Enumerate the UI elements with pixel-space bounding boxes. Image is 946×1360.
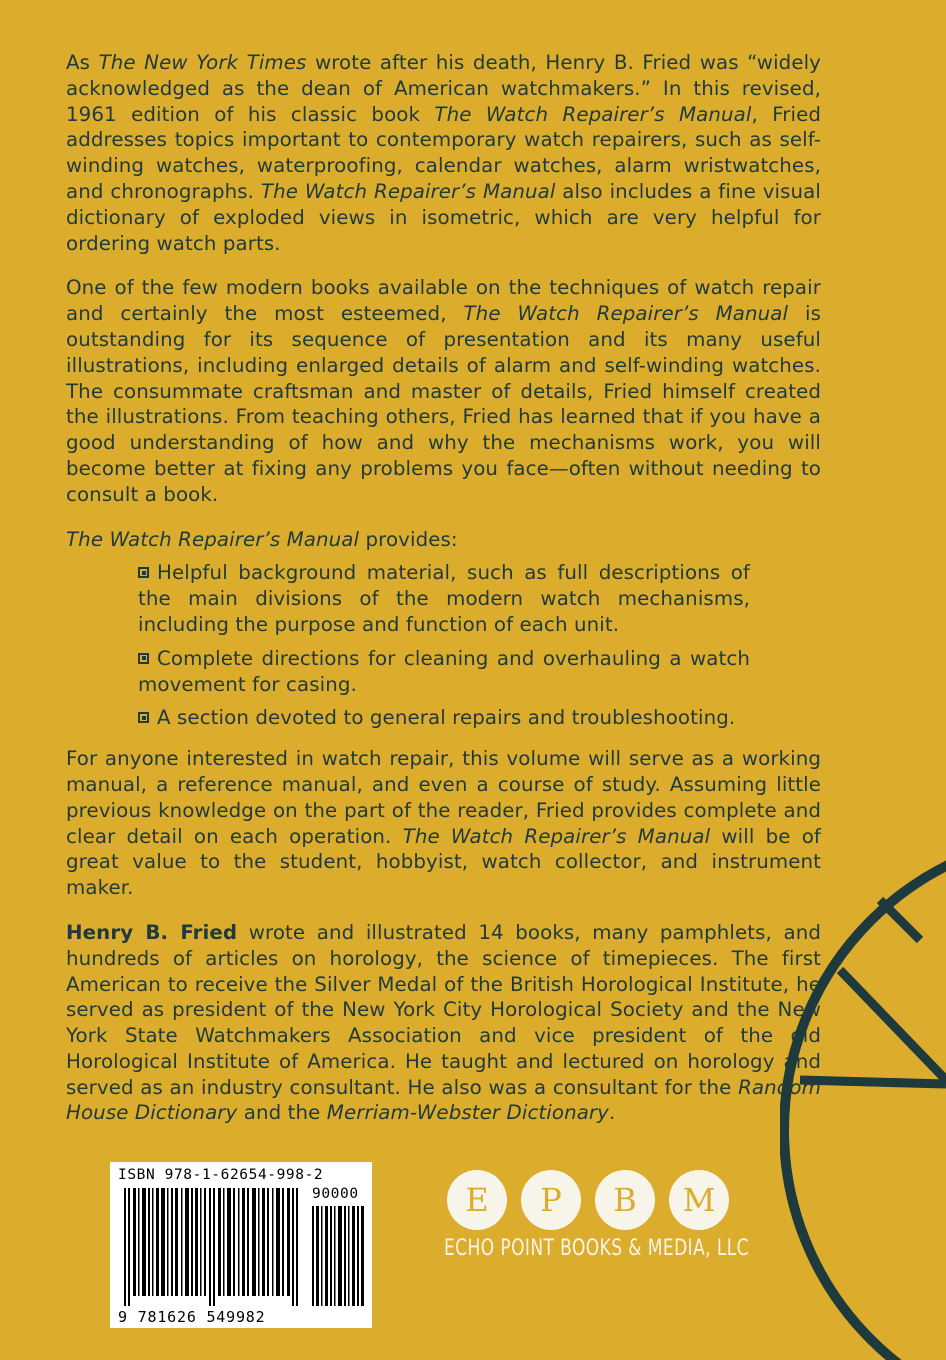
isbn-label: ISBN 978-1-62654-998-2 bbox=[118, 1167, 324, 1183]
publisher-name: ECHO POINT BOOKS & MEDIA, LLC bbox=[444, 1236, 749, 1261]
feature-list bbox=[66, 560, 750, 731]
provides-heading: The Watch Repairer’s Manual provides: bbox=[66, 527, 458, 551]
author-name: Henry B. Fried bbox=[66, 920, 238, 944]
barcode-bars bbox=[124, 1188, 300, 1306]
price-code: 90000 bbox=[312, 1186, 359, 1202]
description-paragraph: One of the few modern books available on the techniques of watch repair and certainly the most esteemed, The Watch Repairer’s Manual is outstanding for its sequence of presentation and its many useful illustrations, including enlarged details of alarm and self-winding watches. The consummate craftsman and master of details, Fried himself created the illustrations. From teaching others, Fried has learned that if you have a good understanding of how and why the mechanisms work, you will become better at fixing any problems you face—often without needing to consult a book. bbox=[66, 276, 822, 506]
square-bullet-icon bbox=[138, 567, 149, 578]
price-code-bars bbox=[312, 1206, 366, 1306]
list-item: Complete directions for cleaning and overhauling a watch movement for casing. bbox=[138, 646, 750, 696]
logo-letter: M bbox=[669, 1170, 729, 1230]
author-bio: Henry B. Fried wrote and illustrated 14 books, many pamphlets, and hundreds of articles on horology, the science of timepieces. The first American to receive the Silver Medal of the British Horological Institute, he served as president of the New York City Horological Society and the New York State Watchmakers Association and vice president of the old Horological Institute of America. He taught and lectured on horology and served as an industry consultant. He also was a consultant for the Random House Dictionary and the Merriam-Webster Dictionary. bbox=[66, 920, 822, 1125]
blurb-text bbox=[66, 50, 821, 1145]
logo-letter: B bbox=[595, 1170, 655, 1230]
logo-circles bbox=[447, 1170, 760, 1230]
isbn-barcode bbox=[110, 1162, 372, 1328]
intro-paragraph: As The New York Times wrote after his death, Henry B. Fried was “widely acknowledged as the dean of American watchmakers.” In this revised, 1961 edition of his classic book The Watch Repairer’s Manual, Fried addresses topics important to contemporary watch repairers, such as self-winding watches, waterproofing, calendar watches, alarm wristwatches, and chronographs. The Watch Repairer’s Manual also includes a fine visual dictionary of exploded views in isometric, which are very helpful for ordering watch parts. bbox=[66, 51, 821, 255]
list-item: Helpful background material, such as full descriptions of the main divisions of the modern watch mechanisms, including the purpose and function of each unit. bbox=[138, 561, 750, 636]
logo-letter: E bbox=[447, 1170, 507, 1230]
logo-letter: P bbox=[521, 1170, 581, 1230]
square-bullet-icon bbox=[138, 653, 149, 664]
publisher-logo bbox=[444, 1170, 760, 1270]
list-item: A section devoted to general repairs and troubleshooting. bbox=[138, 705, 750, 731]
audience-paragraph: For anyone interested in watch repair, this volume will serve as a working manual, a reference manual, and even a course of study. Assuming little previous knowledge on the part of the reader, Fried provides complete and clear detail on each operation. The Watch Repairer’s Manual will be of great value to the student, hobbyist, watch collector, and instrument maker. bbox=[66, 747, 821, 900]
ean-number: 9 781626 549982 bbox=[118, 1308, 266, 1326]
square-bullet-icon bbox=[138, 712, 149, 723]
